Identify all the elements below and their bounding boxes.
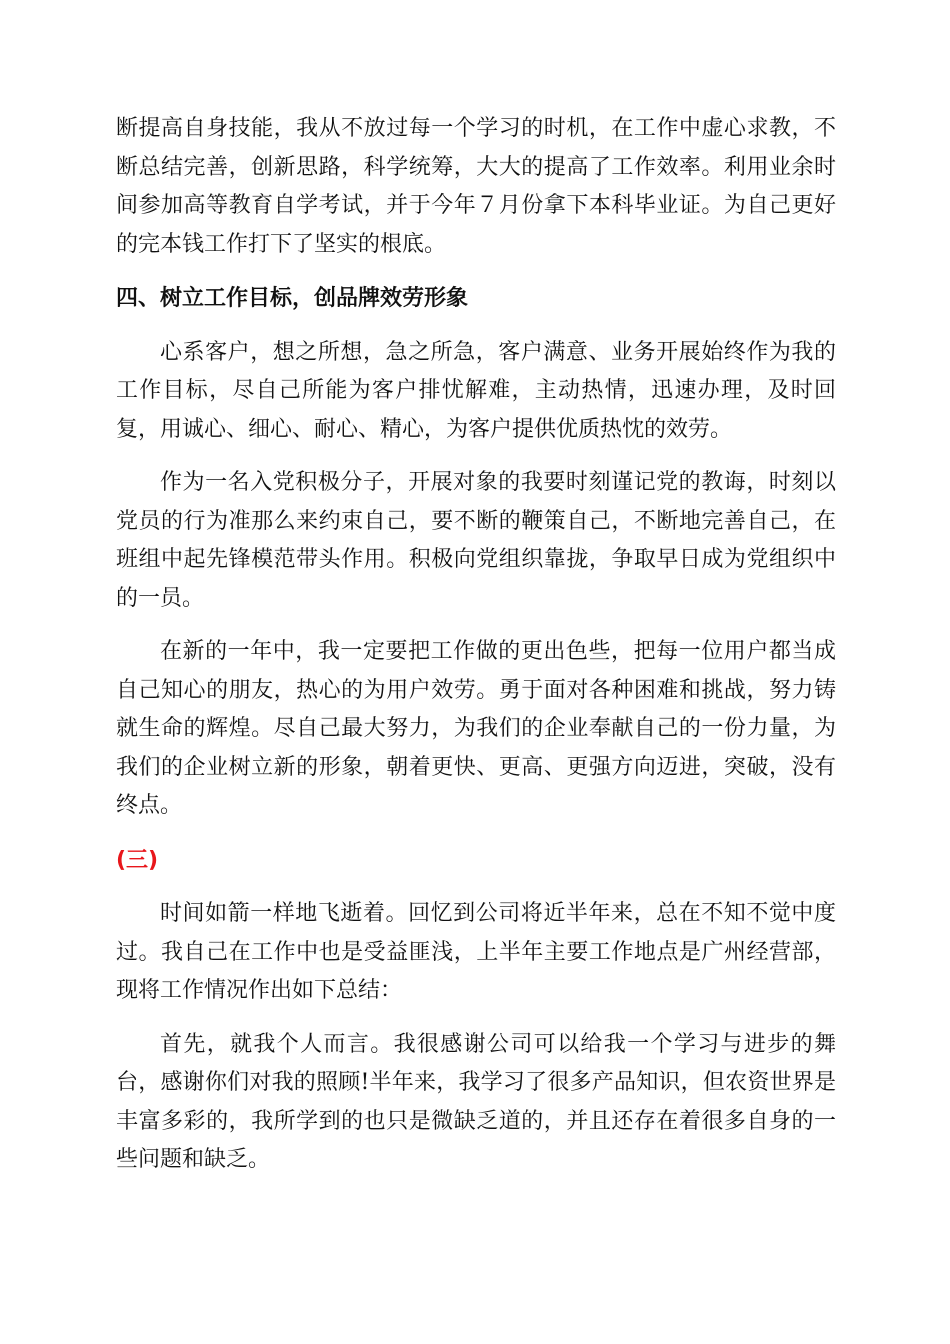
paragraph-four-2: 作为一名入党积极分子，开展对象的我要时刻谨记党的教诲，时刻以党员的行为准那么来约束自己，要不断的鞭策自己，不断地完善自己，在班组中起先锋模范带头作用。积极向党组织靠拢，争取早日成为党组织中的一员。 — [116, 470, 836, 611]
intro-paragraph: 断提高自身技能，我从不放过每一个学习的时机，在工作中虚心求教，不断总结完善，创新思路，科学统筹，大大的提高了工作效率。利用业余时间参加高等教育自学考试，并于今年７月份拿下本科毕业证。为自己更好的完本钱工作打下了坚实的根底。 — [116, 116, 836, 257]
document-page — [116, 110, 836, 1180]
paragraph-three-1: 时间如箭一样地飞逝着。回忆到公司将近半年来，总在不知不觉中度过。我自己在工作中也是受益匪浅，上半年主要工作地点是广州经营部，现将工作情况作出如下总结： — [116, 901, 836, 1003]
section-three-mark: (三) — [116, 847, 159, 873]
paragraph-four-1: 心系客户，想之所想，急之所急，客户满意、业务开展始终作为我的工作目标，尽自己所能为客户排忧解难，主动热情，迅速办理，及时回复，用诚心、细心、耐心、精心，为客户提供优质热忱的效劳。 — [116, 339, 836, 442]
paragraph-three-2: 首先，就我个人而言。我很感谢公司可以给我一个学习与进步的舞台，感谢你们对我的照顾!半年来，我学习了很多产品知识，但农资世界是丰富多彩的，我所学到的也只是微缺乏道的，并且还存在着很多自身的一些问题和缺乏。 — [116, 1031, 836, 1172]
paragraph-four-3: 在新的一年中，我一定要把工作做的更出色些，把每一位用户都当成自己知心的朋友，热心的为用户效劳。勇于面对各种困难和挑战，努力铸就生命的辉煌。尽自己最大努力，为我们的企业奉献自己的一份力量，为我们的企业树立新的形象，朝着更快、更高、更强方向迈进，突破，没有终点。 — [116, 639, 836, 818]
section-heading-four: 四、树立工作目标，创品牌效劳形象 — [116, 286, 469, 311]
